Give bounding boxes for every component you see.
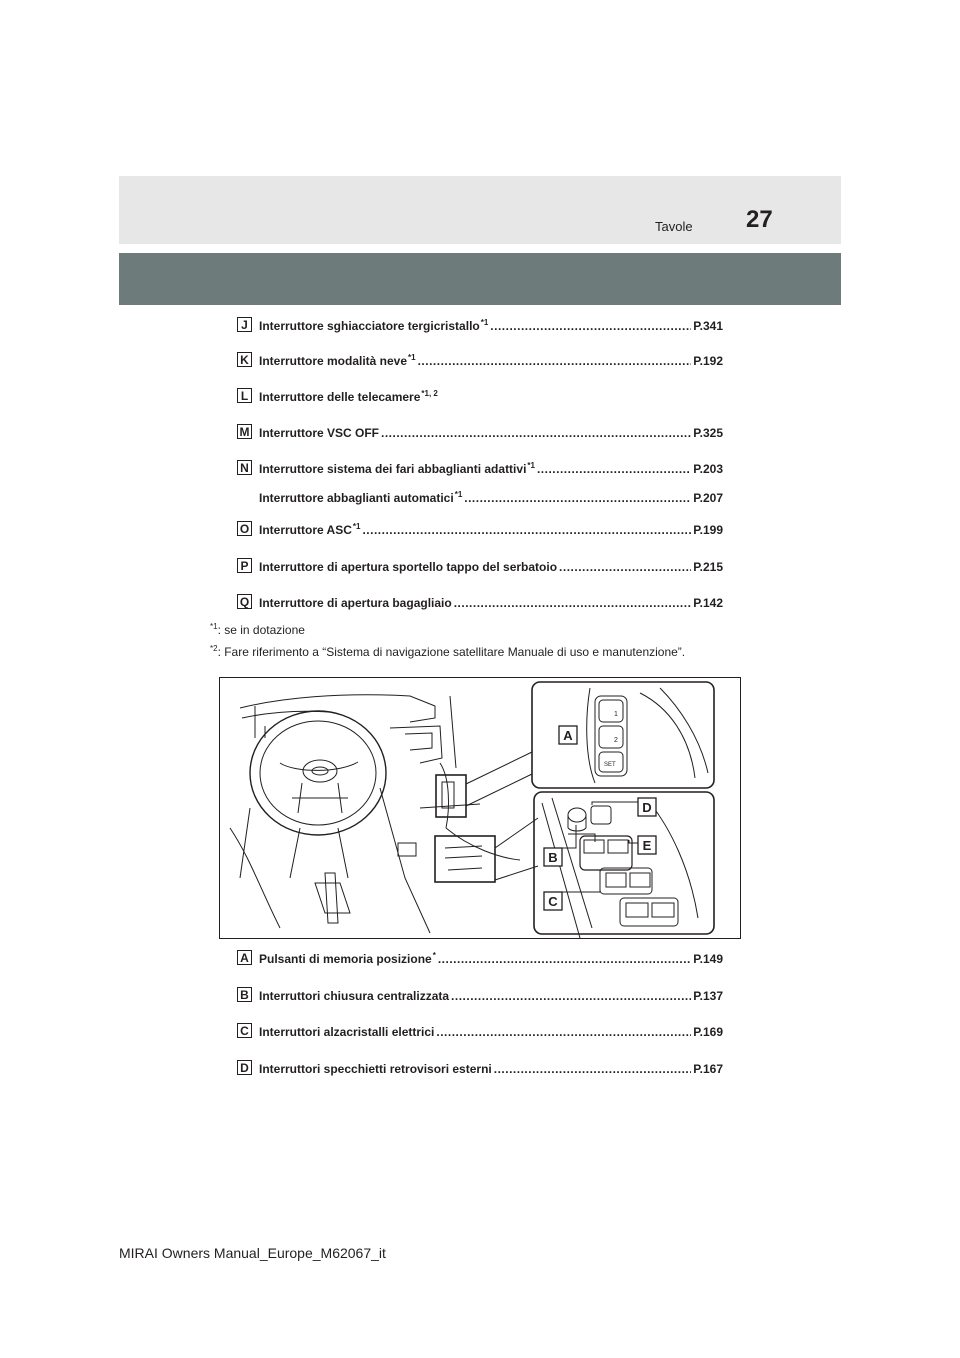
page-ref-link[interactable]: P.149 [693,952,723,966]
footnote-mark: *1, 2 [421,389,438,398]
item-label: Interruttore di apertura bagagliaio [259,596,452,610]
list-item [237,521,723,539]
footnote: $^{*2}$: Fare riferimento a “Sistema di navigazione satellitare Manuale di uso e manutenzione”. [210,644,686,659]
item-label: Interruttori specchietti retrovisori esterni [259,1062,492,1076]
page-ref-link[interactable]: P.142 [693,596,723,610]
callout-badge: C [237,1023,252,1038]
list-item [237,594,723,612]
item-label: Pulsanti di memoria posizione [259,952,432,966]
callout-b [544,848,562,866]
list-item [237,460,723,478]
item-label: Interruttore modalità neve [259,354,408,368]
callout-badge: D [237,1060,252,1075]
footnote-mark: *1 [352,522,361,531]
footnote-mark: * [432,951,436,960]
list-item [237,1023,723,1041]
page-ref-link[interactable]: P.215 [693,560,723,574]
list-item [237,352,723,370]
item-label: Interruttore sghiacciatore tergicristallo [259,319,480,333]
footnote-mark: *1 [527,461,535,470]
callout-badge: B [237,987,252,1002]
page-ref-link[interactable]: P.199 [693,523,723,537]
footnote-mark: *1 [408,353,416,362]
footer-doc-id: MIRAI Owners Manual_Europe_M62067_it [119,1245,386,1261]
page-number: 27 [746,206,773,233]
list-item [237,987,723,1005]
page-ref-link[interactable]: P.203 [693,462,723,476]
callout-c [544,892,562,910]
callout-badge: A [237,950,252,965]
callout-badge: N [237,460,252,475]
list-item [237,388,723,406]
svg-text:E: E [642,838,652,853]
callout-e [638,836,656,854]
item-label: Interruttori chiusura centralizzata [259,989,450,1003]
memory-2-label: 2 [614,737,618,744]
page-ref-link[interactable]: P.341 [693,319,723,333]
item-label: Interruttore abbaglianti automatici [259,491,454,505]
section-title: Tavole [655,219,693,234]
page-ref-link[interactable]: P.207 [693,491,723,505]
list-item [237,317,723,335]
section-band [119,253,841,305]
footnote-mark: *1 [454,490,463,499]
item-label: Interruttore delle telecamere [259,390,421,404]
set-label: SET [604,762,616,768]
footnote: $^{*1}$: se in dotazione [210,622,305,637]
svg-text:A: A [563,728,573,743]
callout-badge: P [237,558,252,573]
item-label: Interruttore sistema dei fari abbaglianti adattivi [259,462,527,476]
callout-badge: L [237,388,252,403]
svg-text:C: C [548,894,558,909]
list-item [237,950,723,968]
list-item [237,1060,723,1078]
list-item [237,424,723,442]
page-ref-link[interactable]: P.192 [693,354,723,368]
dashboard-illustration [219,677,741,939]
item-label: Interruttore di apertura sportello tappo del serbatoio [259,560,558,574]
footnote-mark: *1 [480,318,489,327]
svg-text:B: B [548,850,558,865]
callout-badge: K [237,352,252,367]
page-ref-link[interactable]: P.325 [693,426,723,440]
item-label: Interruttore ASC [259,523,352,537]
item-label: Interruttori alzacristalli elettrici [259,1025,435,1039]
memory-1-label: 1 [614,711,618,718]
callout-badge: J [237,317,252,332]
item-label: Interruttore VSC OFF [259,426,380,440]
callout-badge: M [237,424,252,439]
svg-text:D: D [642,800,652,815]
list-item [237,558,723,576]
callout-a [559,726,577,744]
callout-d [638,798,656,816]
list-item [237,489,723,507]
page-ref-link[interactable]: P.137 [693,989,723,1003]
page-ref-link[interactable]: P.169 [693,1025,723,1039]
callout-badge: O [237,521,252,536]
page-ref-link[interactable]: P.167 [693,1062,723,1076]
callout-badge: Q [237,594,252,609]
header-band [119,176,841,244]
